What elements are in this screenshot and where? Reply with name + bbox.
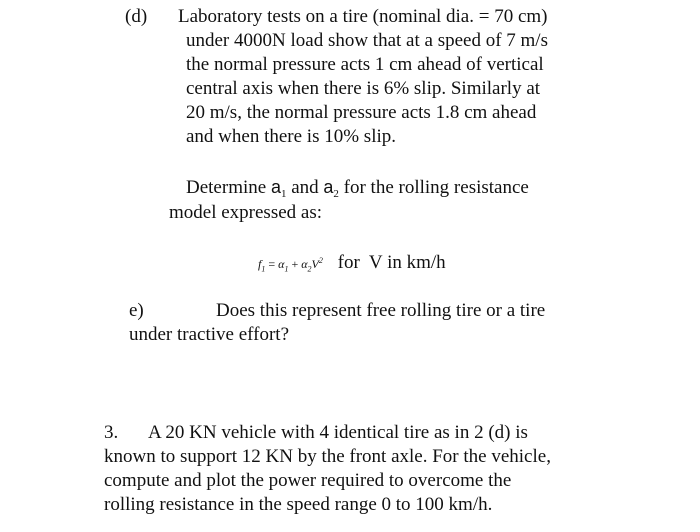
part-d-line-4: central axis when there is 6% slip. Similarly at bbox=[186, 78, 541, 99]
part-e-line-2: under tractive effort? bbox=[129, 324, 290, 345]
determine-prefix: Determine bbox=[186, 177, 271, 198]
formula-suffix: for V in km/h bbox=[337, 252, 446, 273]
formula bbox=[258, 250, 446, 280]
formula-expression: $f_1 = \alpha_1 + \alpha_2V^2$ bbox=[258, 256, 323, 274]
a2-subscript: 2 bbox=[333, 188, 339, 200]
part-d-line-1: Laboratory tests on a tire (nominal dia. = 70 cm) bbox=[178, 6, 548, 27]
part-e-label: e) bbox=[129, 300, 144, 321]
question-3-line-3: compute and plot the power required to overcome the bbox=[104, 470, 512, 491]
a2-symbol: a bbox=[323, 177, 334, 197]
a1-symbol: a bbox=[270, 177, 281, 197]
question-3-line-2: known to support 12 KN by the front axle. For the vehicle, bbox=[104, 446, 551, 467]
part-d-line-3: the normal pressure acts 1 cm ahead of vertical bbox=[186, 54, 544, 75]
part-d-line-6: and when there is 10% slip. bbox=[186, 126, 397, 147]
a1-subscript: 1 bbox=[280, 188, 287, 200]
determine-and: and bbox=[286, 177, 324, 198]
part-d-label: (d) bbox=[125, 6, 148, 27]
question-3-line-4: rolling resistance in the speed range 0 to 100 km/h. bbox=[104, 494, 493, 515]
determine-line-2: model expressed as: bbox=[169, 202, 323, 223]
part-e-line-1: Does this represent free rolling tire or a tire bbox=[216, 300, 546, 321]
determine-suffix: for the rolling resistance bbox=[338, 177, 529, 198]
part-d-line-2: under 4000N load show that at a speed of 7 m/s bbox=[186, 30, 548, 51]
question-3-line-1: A 20 KN vehicle with 4 identical tire as in 2 (d) is bbox=[148, 422, 528, 443]
part-d-line-5: 20 m/s, the normal pressure acts 1.8 cm ahead bbox=[186, 102, 537, 123]
determine-line bbox=[186, 176, 529, 205]
question-3-number: 3. bbox=[104, 422, 119, 443]
